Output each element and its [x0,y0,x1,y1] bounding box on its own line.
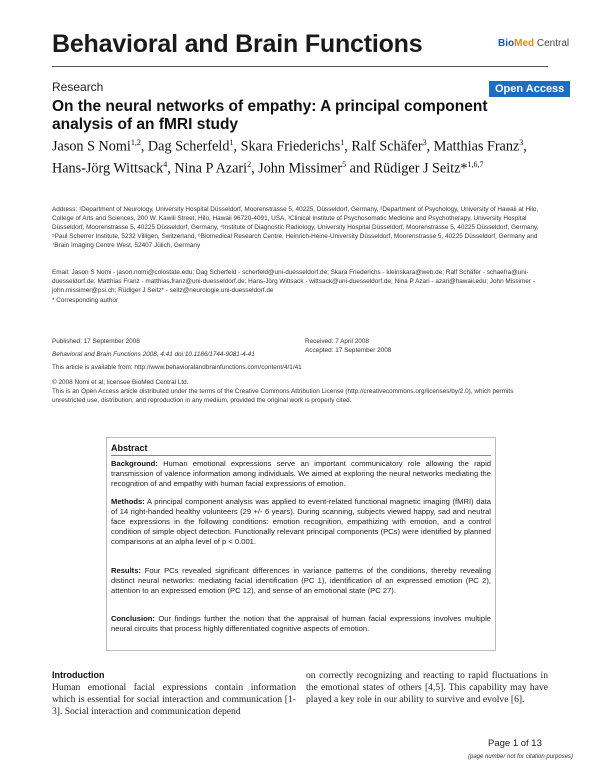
author-name: Nina P Azari [174,160,248,177]
page-number-note: (page number not for citation purposes) [468,754,574,760]
body-column-right: on correctly recognizing and reacting to rapid fluctuations in the emotional states of others [4,5]. This capability may have played a key role in our ability to survive and evolve [6]. [306,670,548,705]
corresponding-author-note: * Corresponding author [52,297,119,304]
article-url[interactable]: This article is available from: http://www.behavioralandbrainfunctions.com/content/4/1/41 [52,364,302,371]
copyright: © 2008 Nomi et al; licensee BioMed Central Ltd. [52,379,189,386]
author-emails: Email: Jason S Nomi - jason.nomi@colostate.edu; Dag Scherfeld - scherfeld@uni-duesseldorf.de; Skara Friederichs - kleinskara@web.de; Ralf Schäfer - schaefra@uni-duesseldorf.de; Matthias Franz - matthias.franz@uni-duesseldorf.de; Hans-Jörg Wittsack - wittsack@uni-duesseldorf.de; Nina P Azari - azari@hawaii.edu; John Missimer - john.missimer@psi.ch; Rüdiger J Seitz* - seitz@neurologie.uni-duesseldorf.de [52,269,535,294]
author-affiliation: 1 [340,138,345,147]
header-divider [52,66,548,67]
author-affiliation: 4 [163,160,168,170]
abstract-heading: Abstract [111,443,148,453]
abstract-results: Results: Four PCs revealed significant differences in variance patterns of the conditions, thereby revealing distinct neural networks: mediating facial identification (PC 1), identification of an expressed emotion (PC 2), attention to an expressed emotion (PC 12), and sense of an emotional state (PC 27). [111,566,491,595]
author-affiliation: 3 [422,138,427,147]
author-name: Dag Scherfeld [147,138,230,155]
abstract-methods: Methods: A principal component analysis was applied to event-related functional magnetic imaging (fMRI) data of 14 right-handed healthy volunteers (29 +/- 6 years). During scanning, subjects viewed happy, sad and neutral face expressions in the following conditions: emotion recognition, empathizing with emotion, and a control condition of simple object detection. Functionally relevant principal components (PCs) were identified by planned comparisons at an alpha level of p < 0.001. [111,497,491,546]
author-affiliation: 1,2 [130,138,141,147]
introduction-heading: Introduction [52,670,105,680]
citation: Behavioral and Brain Functions 2008, 4:41 doi:10.1186/1744-9081-4-41 [52,351,255,358]
author-addresses: Address: ¹Department of Neurology, University Hospital Düsseldorf, Moorenstrasse 5, 40225, Düsseldorf, Germany, ²Department of Psychology, University of Hawaii at Hilo, College of Arts and Sciences, 200 W. Kawili Street, Hilo, Hawaii 96720-4091, USA, ³Clinical Institute of Psychosomatic Medicine and Psychotherapy, University Hospital Düsseldorf, Moorenstrasse 5, 40225 Düsseldorf, Germany, ⁴Institute of Diagnostic Radiology, University Hospital Düsseldorf, Moorenstrasse 5, 40225 Düsseldorf, Germany, ⁵Paul Scherrer Institute, 5232 Villigen, Switzerland, ⁶Biomedical Research Centre, Heinrich-Heine-University Düsseldorf, Moorenstrasse 5, 40225 Düsseldorf, Germany and ⁷Brain Imaging Centre West, 52407 Jülich, Germany [52,206,539,249]
abstract-divider [111,455,491,456]
biomed-central-logo[interactable]: BioMed Central [498,38,570,49]
author-name: John Missimer [258,160,343,177]
journal-title: Behavioral and Brain Functions [52,30,423,58]
author-affiliation: 5 [342,160,347,170]
author-name: Hans-Jörg Wittsack [52,160,164,177]
body-column-left: Human emotional facial expressions contain information which is essential for social interaction and communication [1-3]. Social interaction and communication depend [52,682,296,717]
author-list: Jason S Nomi$^{1,2}$, Dag Scherfeld$^1$, Skara Friederichs$^1$, Ralf Schäfer$^3$, Matthias Franz$^3$, Hans-Jörg Wittsack$^4$, Nina P Azari$^2$, John Missimer$^5$ and Rüdiger J Seitz*$^{1,6,7}$ [52,138,527,177]
author-affiliation: 1,6,7 [467,160,484,170]
published-date: Published: 17 September 2008 [52,338,140,345]
accepted-date: Accepted: 17 September 2008 [305,347,392,354]
publication-info [52,337,548,404]
received-date: Received: 7 April 2008 [305,338,369,345]
author-name: Jason S Nomi [52,138,131,155]
license-text: This is an Open Access article distributed under the terms of the Creative Commons Attribution License (http://creativecommons.org/licenses/by/2.0), which permits unrestricted use, distribution, and reproduction in any medium, provided the original work is properly cited. [52,388,514,404]
author-affiliation: 1 [229,138,234,147]
abstract-background: Background: Human emotional expressions serve an important communicatory role allowing the rapid transmission of valence information among individuals. We aimed at exploring the neural networks mediating the recognition of and empathy with human facial expressions of emotion. [111,459,491,488]
article-title: On the neural networks of empathy: A principal component analysis of an fMRI study [52,98,488,133]
author-name: Skara Friederichs [240,138,341,155]
author-affiliation: 3 [519,138,524,147]
abstract-conclusion: Conclusion: Our findings further the notion that the appraisal of human facial expressions involves multiple neural circuits that process highly differentiated cognitive aspects of emotion. [111,614,491,633]
open-access-badge: Open Access [489,81,570,97]
abstract-box [106,437,496,651]
author-affiliation: 2 [247,160,252,170]
page-number: Page 1 of 13 [488,738,542,749]
author-name: Rüdiger J Seitz* [373,160,468,177]
author-name: Matthias Franz [433,138,520,155]
article-section: Research [52,80,104,94]
author-conjunction: and [349,160,371,177]
author-name: Ralf Schäfer [351,138,423,155]
